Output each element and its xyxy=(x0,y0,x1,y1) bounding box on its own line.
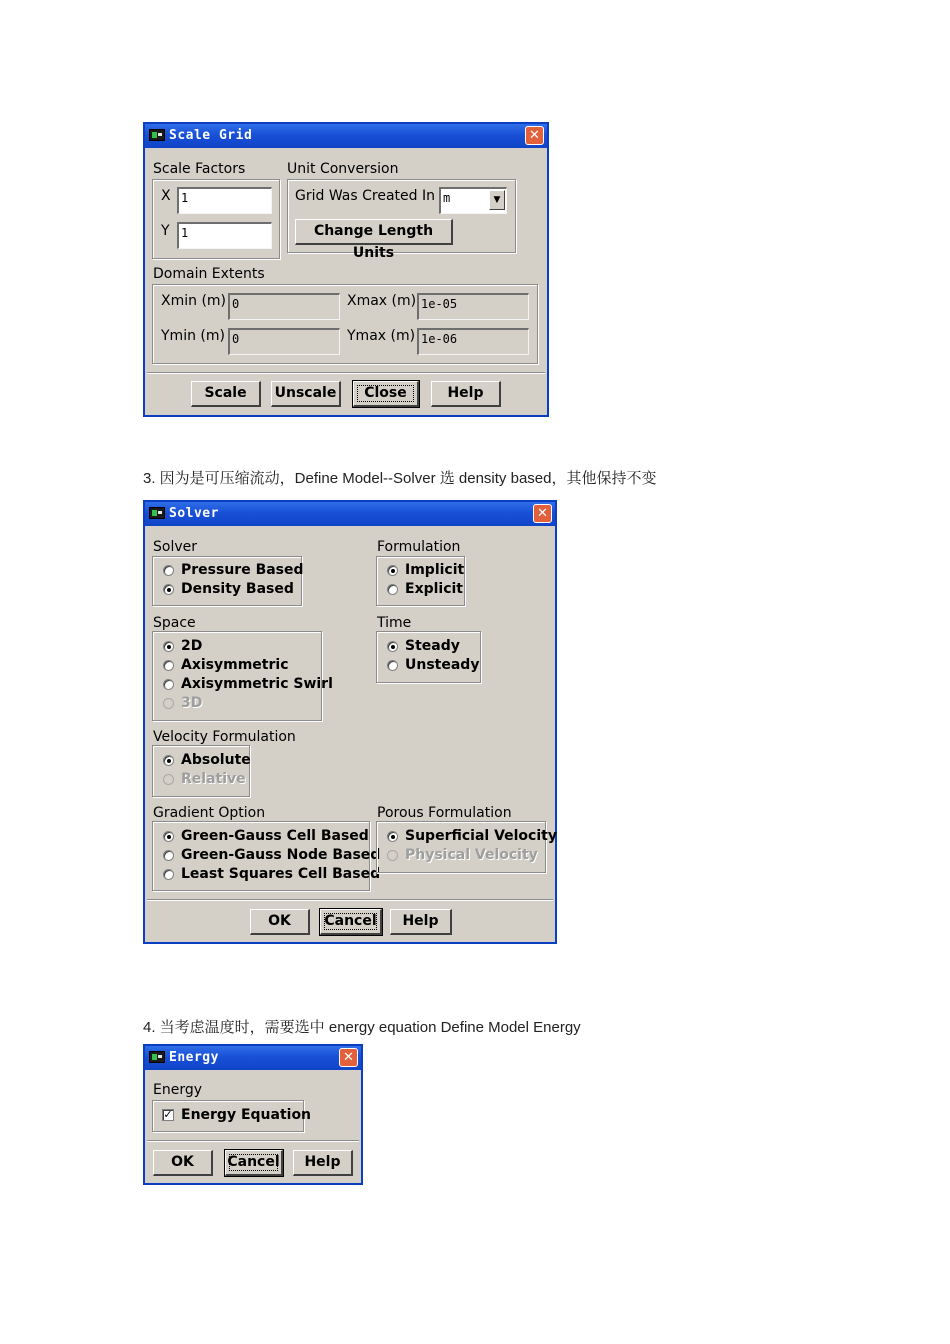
y-scale-input[interactable]: 1 xyxy=(177,222,272,249)
2d-radio[interactable] xyxy=(163,641,174,652)
green-gauss-cell-label[interactable]: Green-Gauss Cell Based xyxy=(181,828,369,844)
energy-titlebar[interactable] xyxy=(145,1046,361,1070)
xmax-value: 1e-05 xyxy=(417,293,529,320)
button-separator xyxy=(147,1140,359,1142)
axisymmetric-label[interactable]: Axisymmetric xyxy=(181,657,289,673)
scale-factors-label: Scale Factors xyxy=(153,161,246,177)
solver-group-label: Solver xyxy=(153,539,197,555)
steady-radio[interactable] xyxy=(387,641,398,652)
time-group-label: Time xyxy=(377,615,412,631)
unit-conversion-label: Unit Conversion xyxy=(287,161,399,177)
close-button-label: Close xyxy=(364,385,407,401)
explicit-radio[interactable] xyxy=(387,584,398,595)
window-title: Solver xyxy=(169,506,219,521)
density-based-label[interactable]: Density Based xyxy=(181,581,294,597)
xmin-value: 0 xyxy=(228,293,340,320)
scale-button[interactable]: Scale xyxy=(191,381,261,407)
formulation-group-label: Formulation xyxy=(377,539,461,555)
energy-window xyxy=(143,1044,363,1185)
button-separator xyxy=(147,372,545,374)
fluent-app-icon xyxy=(149,1051,165,1063)
help-button[interactable]: Help xyxy=(390,909,452,935)
cancel-button[interactable] xyxy=(320,909,382,935)
axisymmetric-swirl-label[interactable]: Axisymmetric Swirl xyxy=(181,676,333,692)
close-icon[interactable]: ✕ xyxy=(525,126,544,145)
xmax-label: Xmax (m) xyxy=(347,293,417,309)
physical-velocity-radio xyxy=(387,850,398,861)
y-label: Y xyxy=(161,223,170,239)
green-gauss-cell-radio[interactable] xyxy=(163,831,174,842)
xmin-label: Xmin (m) xyxy=(161,293,227,309)
steady-label[interactable]: Steady xyxy=(405,638,460,654)
focus-rect xyxy=(229,1154,278,1171)
3d-radio xyxy=(163,698,174,709)
implicit-radio[interactable] xyxy=(387,565,398,576)
pressure-based-radio[interactable] xyxy=(163,565,174,576)
grid-created-in-label: Grid Was Created In xyxy=(295,188,435,204)
energy-equation-label[interactable]: Energy Equation xyxy=(181,1107,312,1123)
domain-extents-label: Domain Extents xyxy=(153,266,265,282)
cancel-button[interactable] xyxy=(225,1150,283,1176)
pressure-based-label[interactable]: Pressure Based xyxy=(181,562,304,578)
ok-button[interactable]: OK xyxy=(250,909,310,935)
superficial-velocity-radio[interactable] xyxy=(387,831,398,842)
ymax-label: Ymax (m) xyxy=(347,328,416,344)
grid-unit-select[interactable]: m xyxy=(439,187,507,214)
close-icon[interactable]: ✕ xyxy=(339,1048,358,1067)
chevron-down-icon[interactable]: ▼ xyxy=(489,190,505,210)
absolute-radio[interactable] xyxy=(163,755,174,766)
x-label: X xyxy=(161,188,171,204)
x-scale-input[interactable]: 1 xyxy=(177,187,272,214)
close-button[interactable] xyxy=(353,381,419,407)
fluent-app-icon xyxy=(149,129,165,141)
green-gauss-node-label[interactable]: Green-Gauss Node Based xyxy=(181,847,381,863)
unsteady-label[interactable]: Unsteady xyxy=(405,657,480,673)
focus-rect xyxy=(324,913,377,930)
change-length-units-button[interactable]: Change Length Units xyxy=(295,219,453,245)
axisymmetric-swirl-radio[interactable] xyxy=(163,679,174,690)
implicit-label[interactable]: Implicit xyxy=(405,562,465,578)
window-title: Scale Grid xyxy=(169,128,253,143)
green-gauss-node-radio[interactable] xyxy=(163,850,174,861)
cancel-button-label: Cancel xyxy=(227,1154,280,1170)
superficial-velocity-label[interactable]: Superficial Velocity xyxy=(405,828,557,844)
energy-group-label: Energy xyxy=(153,1082,203,1098)
least-squares-cell-radio[interactable] xyxy=(163,869,174,880)
absolute-label[interactable]: Absolute xyxy=(181,752,251,768)
window-title: Energy xyxy=(169,1050,219,1065)
fluent-app-icon xyxy=(149,507,165,519)
gradient-option-label: Gradient Option xyxy=(153,805,266,821)
density-based-radio[interactable] xyxy=(163,584,174,595)
step-4-instruction: 4. 当考虑温度时，需要选中 energy equation Define Model Energy xyxy=(143,1019,581,1036)
solver-window xyxy=(143,500,557,944)
cancel-button-label: Cancel xyxy=(324,913,377,929)
ymax-value: 1e-06 xyxy=(417,328,529,355)
solver-titlebar[interactable] xyxy=(145,502,555,526)
ymin-label: Ymin (m) xyxy=(161,328,225,344)
unsteady-radio[interactable] xyxy=(387,660,398,671)
axisymmetric-radio[interactable] xyxy=(163,660,174,671)
explicit-label[interactable]: Explicit xyxy=(405,581,464,597)
unscale-button[interactable]: Unscale xyxy=(271,381,341,407)
porous-formulation-label: Porous Formulation xyxy=(377,805,512,821)
scale-grid-titlebar[interactable] xyxy=(145,124,547,148)
help-button[interactable]: Help xyxy=(293,1150,353,1176)
close-icon[interactable]: ✕ xyxy=(533,504,552,523)
relative-radio xyxy=(163,774,174,785)
physical-velocity-label: Physical Velocity xyxy=(405,847,538,863)
velocity-formulation-label: Velocity Formulation xyxy=(153,729,296,745)
relative-label: Relative xyxy=(181,771,246,787)
focus-rect xyxy=(357,385,414,402)
step-3-instruction: 3. 因为是可压缩流动，Define Model--Solver 选 density based，其他保持不变 xyxy=(143,470,657,487)
energy-equation-checkbox[interactable]: ✓ xyxy=(163,1108,173,1121)
help-button[interactable]: Help xyxy=(431,381,501,407)
button-separator xyxy=(147,899,553,901)
3d-label: 3D xyxy=(181,695,203,711)
scale-grid-window xyxy=(143,122,549,417)
space-group-label: Space xyxy=(153,615,196,631)
ok-button[interactable]: OK xyxy=(153,1150,213,1176)
ymin-value: 0 xyxy=(228,328,340,355)
least-squares-cell-label[interactable]: Least Squares Cell Based xyxy=(181,866,381,882)
2d-label[interactable]: 2D xyxy=(181,638,203,654)
